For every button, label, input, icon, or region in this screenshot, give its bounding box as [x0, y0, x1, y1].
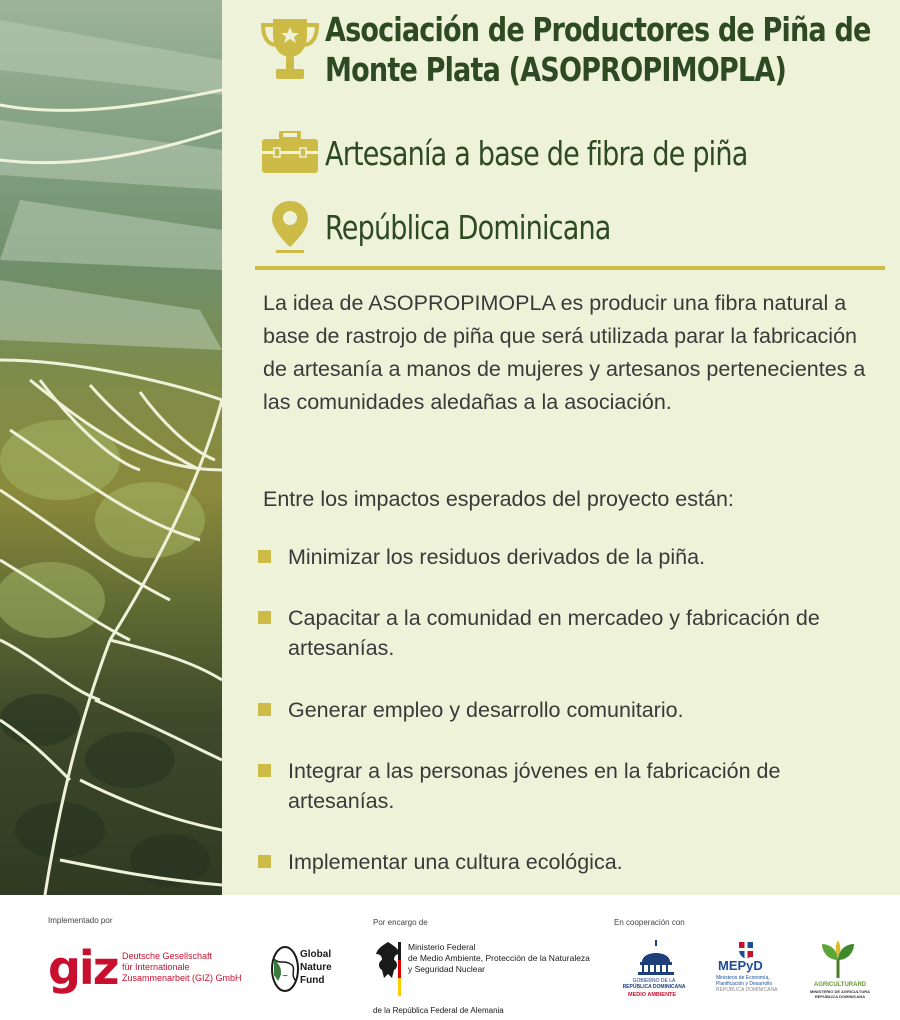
- intro-paragraph: La idea de ASOPROPIMOPLA es producir una fibra natural a base de rastrojo de piña que será utilizada parar la fabricación de artesanía a manos de mujeres y artesanos pertenecientes a las comunidades aledañas a la asociación.: [263, 291, 866, 414]
- mepyd-logo: MEPyD: [718, 958, 763, 973]
- country-text: República Dominicana: [325, 207, 611, 247]
- leaf-outline-decoration: [0, 0, 222, 895]
- agricultura-name: AGRICULTURARD MINISTERIO DE AGRICULTURA REPÚBLICA DOMINICANA: [810, 982, 870, 999]
- bullet-square-icon: [258, 611, 271, 624]
- sector-text: Artesanía a base de fibra de piña: [325, 133, 748, 173]
- global-nature-fund-logo: [270, 945, 300, 993]
- organization-name: Asociación de Productores de Piña de Monte Plata (ASOPROPIMOPLA): [325, 10, 871, 89]
- giz-name: Deutsche Gesellschaft für Internationale Zusammenarbeit (GIZ) GmbH: [122, 951, 242, 983]
- coat-of-arms-icon: [736, 940, 756, 960]
- trophy-icon: [255, 15, 325, 85]
- mepyd-name: Ministerio de Economía, Planificación y Desarrollo REPÚBLICA DOMINICANA: [716, 975, 778, 993]
- sector-row: [255, 118, 900, 188]
- cooperation-label: En cooperación con: [614, 918, 685, 927]
- bullet-square-icon: [258, 703, 271, 716]
- bullet-square-icon: [258, 764, 271, 777]
- bmu-name: Ministerio Federal de Medio Ambiente, Protección de la Naturaleza y Seguridad Nuclear: [408, 942, 590, 974]
- country-row: [255, 192, 900, 262]
- impacts-lead: Entre los impactos esperados del proyecto están:: [263, 487, 734, 511]
- impacts-list: [258, 542, 883, 877]
- bullet-square-icon: [258, 855, 271, 868]
- capitol-dome-icon: [634, 940, 678, 976]
- plant-sprout-icon: [818, 940, 858, 980]
- medio-ambiente-name: GOBIERNO DE LA REPÚBLICA DOMINICANA: [622, 978, 686, 990]
- briefcase-icon: [255, 118, 325, 188]
- list-item: Minimizar los residuos derivados de la piña.: [258, 542, 883, 572]
- giz-logo: giz: [48, 941, 118, 995]
- organization-row: [255, 10, 900, 90]
- implemented-by-label: Implementado por: [48, 916, 113, 925]
- location-pin-icon: [255, 192, 325, 262]
- bullet-square-icon: [258, 550, 271, 563]
- commissioned-by-label: Por encargo de: [373, 918, 428, 927]
- medio-ambiente-label: MEDIO AMBIENTE: [628, 992, 677, 998]
- header-divider: [255, 266, 885, 270]
- list-item: Implementar una cultura ecológica.: [258, 847, 883, 877]
- german-eagle-logo: [374, 940, 402, 998]
- list-item: Capacitar a la comunidad en mercadeo y fabricación de artesanías.: [258, 603, 883, 663]
- bmu-country: de la República Federal de Alemania: [373, 1006, 504, 1015]
- list-item: Integrar a las personas jóvenes en la fabricación de artesanías.: [258, 756, 883, 816]
- list-item: Generar empleo y desarrollo comunitario.: [258, 695, 883, 725]
- gnf-name: Global Nature Fund: [300, 949, 332, 986]
- pineapple-photo: [0, 0, 222, 895]
